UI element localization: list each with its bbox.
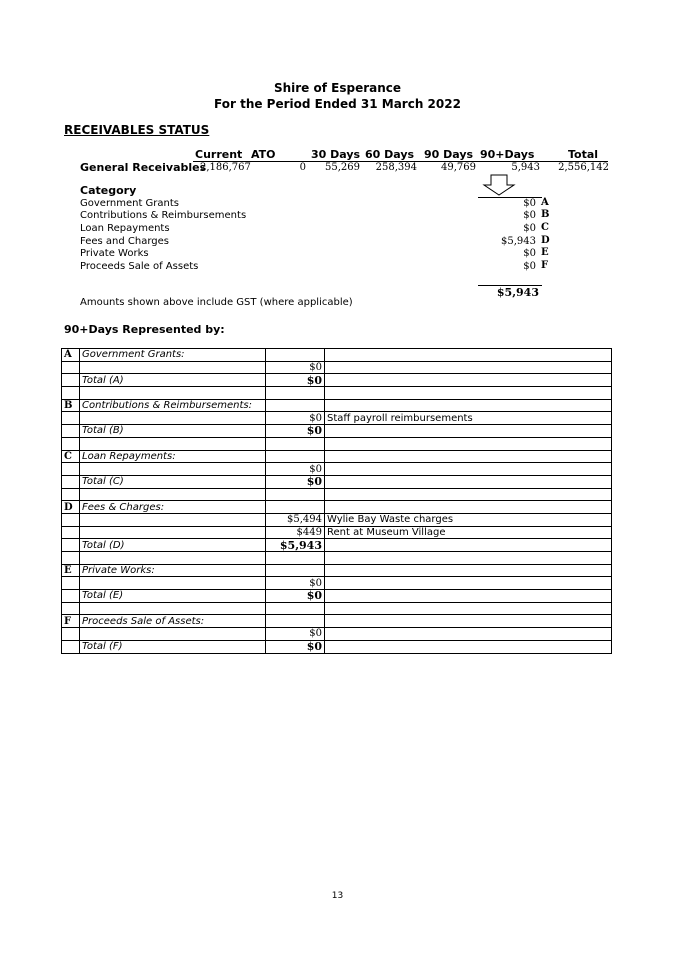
row-amount: $0 — [266, 374, 325, 387]
value-90days: 49,769 — [441, 162, 476, 173]
row-description — [325, 564, 612, 577]
row-label — [80, 387, 266, 400]
table-row — [62, 349, 612, 362]
table-row — [62, 602, 612, 615]
row-label: Total (A) — [80, 374, 266, 387]
row-description — [325, 602, 612, 615]
row-label — [80, 602, 266, 615]
row-description — [325, 361, 612, 374]
row-description — [325, 552, 612, 565]
row-description — [325, 640, 612, 653]
category-amount-e: $0 — [523, 248, 536, 259]
row-description — [325, 539, 612, 552]
col-60days: 60 Days — [365, 148, 415, 161]
table-row — [62, 450, 612, 463]
table-row — [62, 590, 612, 603]
row-amount: $0 — [266, 590, 325, 603]
table-row — [62, 463, 612, 476]
section-title: RECEIVABLES STATUS — [64, 123, 210, 137]
row-amount: $0 — [266, 628, 325, 641]
table-row — [62, 577, 612, 590]
row-amount — [266, 399, 325, 412]
category-label-c: Loan Repayments — [80, 223, 170, 234]
row-code — [62, 513, 80, 526]
row-description — [325, 615, 612, 628]
row-description — [325, 399, 612, 412]
row-description — [325, 488, 612, 501]
table-row — [62, 361, 612, 374]
row-code — [62, 463, 80, 476]
row-amount — [266, 501, 325, 514]
row-code — [62, 602, 80, 615]
row-amount: $5,494 — [266, 513, 325, 526]
category-label-a: Government Grants — [80, 198, 179, 209]
report-period: For the Period Ended 31 March 2022 — [214, 97, 461, 111]
row-label: Total (E) — [80, 590, 266, 603]
row-label: Total (B) — [80, 425, 266, 438]
row-label: Loan Repayments: — [80, 450, 266, 463]
row-description — [325, 628, 612, 641]
value-30days: 55,269 — [325, 162, 360, 173]
row-code — [62, 526, 80, 539]
row-code — [62, 437, 80, 450]
row-label — [80, 628, 266, 641]
table-row — [62, 552, 612, 565]
row-code — [62, 577, 80, 590]
row-label — [80, 526, 266, 539]
category-total: $5,943 — [496, 286, 539, 299]
category-amount-f: $0 — [523, 261, 536, 272]
row-code: D — [62, 501, 80, 514]
report-title: Shire of Esperance — [273, 81, 402, 95]
row-label: Total (F) — [80, 640, 266, 653]
category-label-d: Fees and Charges — [80, 236, 169, 247]
row-label — [80, 513, 266, 526]
row-amount — [266, 615, 325, 628]
table-row — [62, 425, 612, 438]
table-row — [62, 437, 612, 450]
row-label — [80, 437, 266, 450]
row-description — [325, 475, 612, 488]
down-arrow-icon — [482, 174, 516, 196]
row-label — [80, 577, 266, 590]
row-amount — [266, 552, 325, 565]
row-code — [62, 475, 80, 488]
category-code-d: D — [541, 235, 550, 246]
table-row — [62, 526, 612, 539]
table-row — [62, 412, 612, 425]
category-code-e: E — [541, 247, 549, 258]
row-label — [80, 412, 266, 425]
row-amount: $0 — [266, 640, 325, 653]
value-60days: 258,394 — [375, 162, 417, 173]
row-amount: $0 — [266, 425, 325, 438]
row-amount — [266, 437, 325, 450]
value-ato: 0 — [299, 162, 306, 173]
row-description — [325, 387, 612, 400]
row-description: Wylie Bay Waste charges — [325, 513, 612, 526]
row-label: Total (C) — [80, 475, 266, 488]
col-90days: 90 Days — [424, 148, 474, 161]
row-code: E — [62, 564, 80, 577]
col-ato: ATO — [251, 148, 276, 161]
category-amount-a: $0 — [523, 198, 536, 209]
row-amount — [266, 564, 325, 577]
row-description — [325, 437, 612, 450]
category-amount-b: $0 — [523, 210, 536, 221]
category-label-f: Proceeds Sale of Assets — [80, 261, 199, 272]
table-row — [62, 564, 612, 577]
category-code-c: C — [541, 222, 549, 233]
category-heading: Category — [80, 184, 137, 197]
table-row — [62, 513, 612, 526]
col-90plus: 90+Days — [480, 148, 535, 161]
col-total: Total — [568, 148, 599, 161]
row-label: Contributions & Reimbursements: — [80, 399, 266, 412]
row-description — [325, 590, 612, 603]
row-description — [325, 349, 612, 362]
row-code — [62, 374, 80, 387]
page-number: 13 — [331, 891, 344, 901]
col-current: Current — [195, 148, 243, 161]
value-current: 2,186,767 — [200, 162, 251, 173]
category-label-b: Contributions & Reimbursements — [80, 210, 247, 221]
category-label-e: Private Works — [80, 248, 149, 259]
row-description — [325, 425, 612, 438]
row-description — [325, 501, 612, 514]
row-label — [80, 361, 266, 374]
row-amount — [266, 488, 325, 501]
row-code — [62, 539, 80, 552]
category-code-b: B — [541, 209, 550, 220]
row-label — [80, 463, 266, 476]
row-label — [80, 488, 266, 501]
category-code-a: A — [541, 197, 549, 208]
row-description: Staff payroll reimbursements — [325, 412, 612, 425]
row-code — [62, 488, 80, 501]
table-row — [62, 501, 612, 514]
table-row — [62, 475, 612, 488]
value-90plus: 5,943 — [511, 162, 540, 173]
gst-note: Amounts shown above include GST (where applicable) — [80, 297, 353, 308]
row-code — [62, 425, 80, 438]
row-code: B — [62, 399, 80, 412]
table-row — [62, 615, 612, 628]
category-amount-c: $0 — [523, 223, 536, 234]
row-label: Fees & Charges: — [80, 501, 266, 514]
row-amount: $5,943 — [266, 539, 325, 552]
row-amount: $0 — [266, 577, 325, 590]
row-description: Rent at Museum Village — [325, 526, 612, 539]
table-row — [62, 640, 612, 653]
general-receivables-label: General Receivables — [80, 161, 207, 174]
row-amount: $449 — [266, 526, 325, 539]
row-code: F — [62, 615, 80, 628]
row-code: A — [62, 349, 80, 362]
row-code — [62, 628, 80, 641]
category-code-f: F — [541, 260, 549, 271]
row-code — [62, 640, 80, 653]
row-amount — [266, 349, 325, 362]
row-amount — [266, 602, 325, 615]
row-amount: $0 — [266, 412, 325, 425]
row-description — [325, 577, 612, 590]
row-amount: $0 — [266, 361, 325, 374]
row-label: Total (D) — [80, 539, 266, 552]
row-code — [62, 552, 80, 565]
value-total: 2,556,142 — [558, 162, 609, 173]
table-row — [62, 374, 612, 387]
table-row — [62, 628, 612, 641]
row-amount: $0 — [266, 475, 325, 488]
row-label — [80, 552, 266, 565]
row-label: Private Works: — [80, 564, 266, 577]
detail-table — [61, 348, 612, 654]
row-code — [62, 361, 80, 374]
row-amount — [266, 387, 325, 400]
table-row — [62, 488, 612, 501]
row-description — [325, 374, 612, 387]
row-code — [62, 387, 80, 400]
row-label: Government Grants: — [80, 349, 266, 362]
row-amount: $0 — [266, 463, 325, 476]
category-amount-d: $5,943 — [501, 236, 536, 247]
row-amount — [266, 450, 325, 463]
row-description — [325, 463, 612, 476]
row-label: Proceeds Sale of Assets: — [80, 615, 266, 628]
row-description — [325, 450, 612, 463]
table-row — [62, 399, 612, 412]
row-code: C — [62, 450, 80, 463]
represented-heading: 90+Days Represented by: — [64, 323, 225, 336]
col-30days: 30 Days — [311, 148, 361, 161]
table-row — [62, 387, 612, 400]
row-code — [62, 590, 80, 603]
row-code — [62, 412, 80, 425]
table-row — [62, 539, 612, 552]
